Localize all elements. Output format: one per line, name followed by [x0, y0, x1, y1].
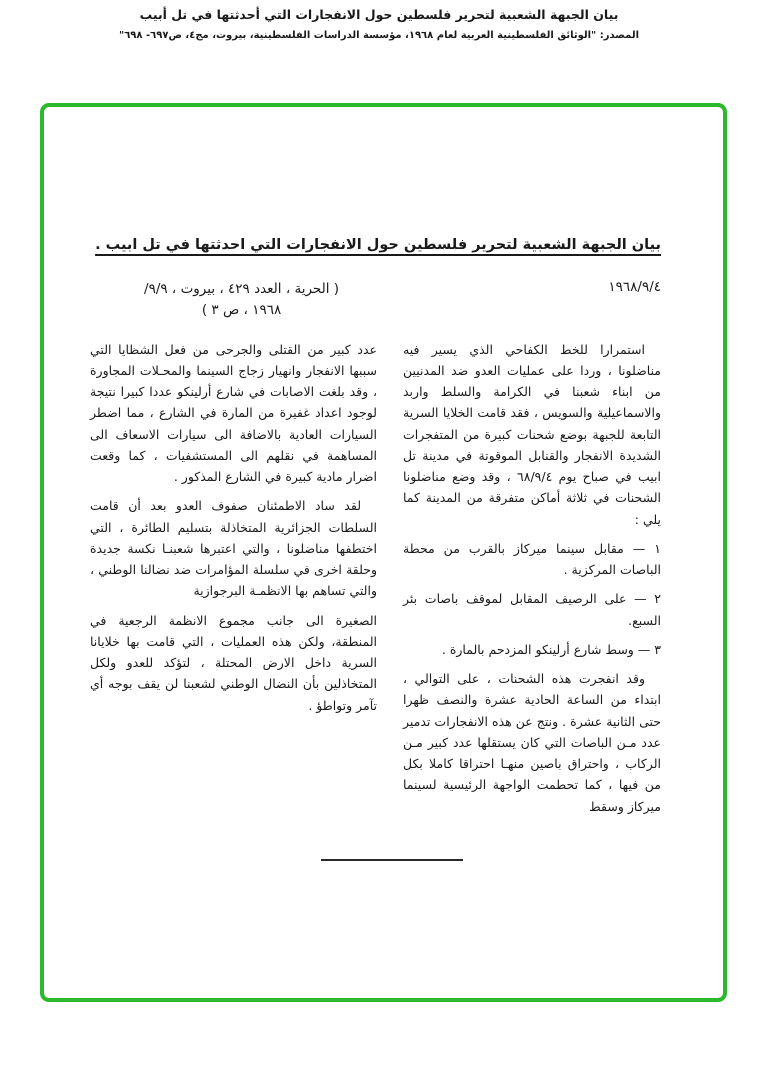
- document-citation: [144, 279, 339, 321]
- document-title: بيان الجبهة الشعبية لتحرير فلسطين حول الانفجارات التي احدثتها في تل ابيب .: [95, 237, 661, 253]
- citation-line-1: ( الحرية ، العدد ٤٢٩ ، بيروت ، ٩/٩/: [144, 280, 340, 297]
- bottom-rule: [321, 859, 463, 861]
- header-source: المصدر: "الوثائق الفلسطينية العربية لعام ١٩٦٨، مؤسسة الدراسات الفلسطينية، بيروت، مج٤، ص٦٩٧- ٦٩٨": [118, 30, 640, 41]
- column-right: [403, 339, 661, 825]
- page-header: [0, 7, 758, 41]
- column-left: [90, 339, 377, 825]
- paragraph: وقد انفجرت هذه الشحنات ، على التوالي ، ابتداء من الساعة الحادية عشرة والنصف ظهرا حتى الثانية عشرة . ونتج عن هذه الانفجارات تدمير عدد مـن الباصات التي كان يستقلها عدد كبير مـن الركاب ، واحتراق باصين منهـا احتراقا كاملا بكل من فيها ، كما تحطمت الواجهة الرئيسية لسينما ميركاز وسقط: [403, 671, 661, 814]
- header-title: بيان الجبهة الشعبية لتحرير فلسطين حول الانفجارات التي أحدثتها في تل أبيب: [139, 7, 619, 22]
- document-date: ١٩٦٨/٩/٤: [608, 278, 661, 295]
- document-columns: [86, 339, 661, 825]
- document-frame: [40, 103, 727, 1002]
- paragraph: لقد ساد الاطمئنان صفوف العدو بعد أن قامت السلطات الجزائرية المتخاذلة بتسليم الطائرة ، التي اختطفها مناضلونا ، والتي اعتبرها شعبنـا نكسة جديدة وحلقة اخرى في سلسلة المؤامرات ضد نضالنا الوطني ، والتي تساهم بها الانظمـة البرجوازية: [90, 498, 377, 599]
- paragraph: ٢ — على الرصيف المقابل لموقف باصات بئر السبع.: [403, 591, 661, 628]
- paragraph: ٣ — وسط شارع أرلينكو المزدحم بالمارة .: [441, 641, 661, 657]
- paragraph: الصغيرة الى جانب مجموع الانظمة الرجعية في المنطقة، ولكن هذه العمليات ، التي قامت بها خلايانا السرية داخل الارض المحتلة ، لتؤكد للعدو ولكل المتخاذلين بأن النضال الوطني لشعبنا لن يقف بوجه أي تآمر وتواطؤ .: [90, 612, 377, 713]
- document-page: [44, 107, 723, 861]
- paragraph: استمرارا للخط الكفاحي الذي يسير فيه مناضلونا ، وردا على عمليات العدو ضد المدنيين من ابناء شعبنا في الكرامة والسلط واربد والاسماعيلية والسويس ، فقد قامت الخلايا السرية التابعة للجبهة بوضع شحنات كبيرة من المتفجرات الشديدة الانفجار والقنابل الموقوتة في مدينة تل ابيب في صباح يوم ٦٨/٩/٤ ، وقد وضع مناضلونا الشحنات في ثلاثة أماكن متفرقة من المدينة كما يلي :: [403, 341, 661, 527]
- paragraph: عدد كبير من القتلى والجرحى من فعل الشظايا التي سببها الانفجار وانهيار زجاج السينما والمحـلات المجاورة ، وقد بلغت الاصابات في شارع أرلينكو عددا كبيرا نتيجة لوجود اعداد غفيرة من المارة في الشارع ، مما اضطر السيارات العادية بالاضافة الى سيارات الاسعاف الى المساهمة في نقلهم الى المستشفيات ، كما وقعت اضرار مادية كبيرة في الشارع المذكور .: [90, 341, 377, 485]
- citation-line-2: ١٩٦٨ ، ص ٣ ): [201, 301, 282, 318]
- document-meta: [86, 279, 661, 321]
- paragraph: ١ — مقابل سينما ميركاز بالقرب من محطة الباصات المركزية .: [403, 540, 661, 578]
